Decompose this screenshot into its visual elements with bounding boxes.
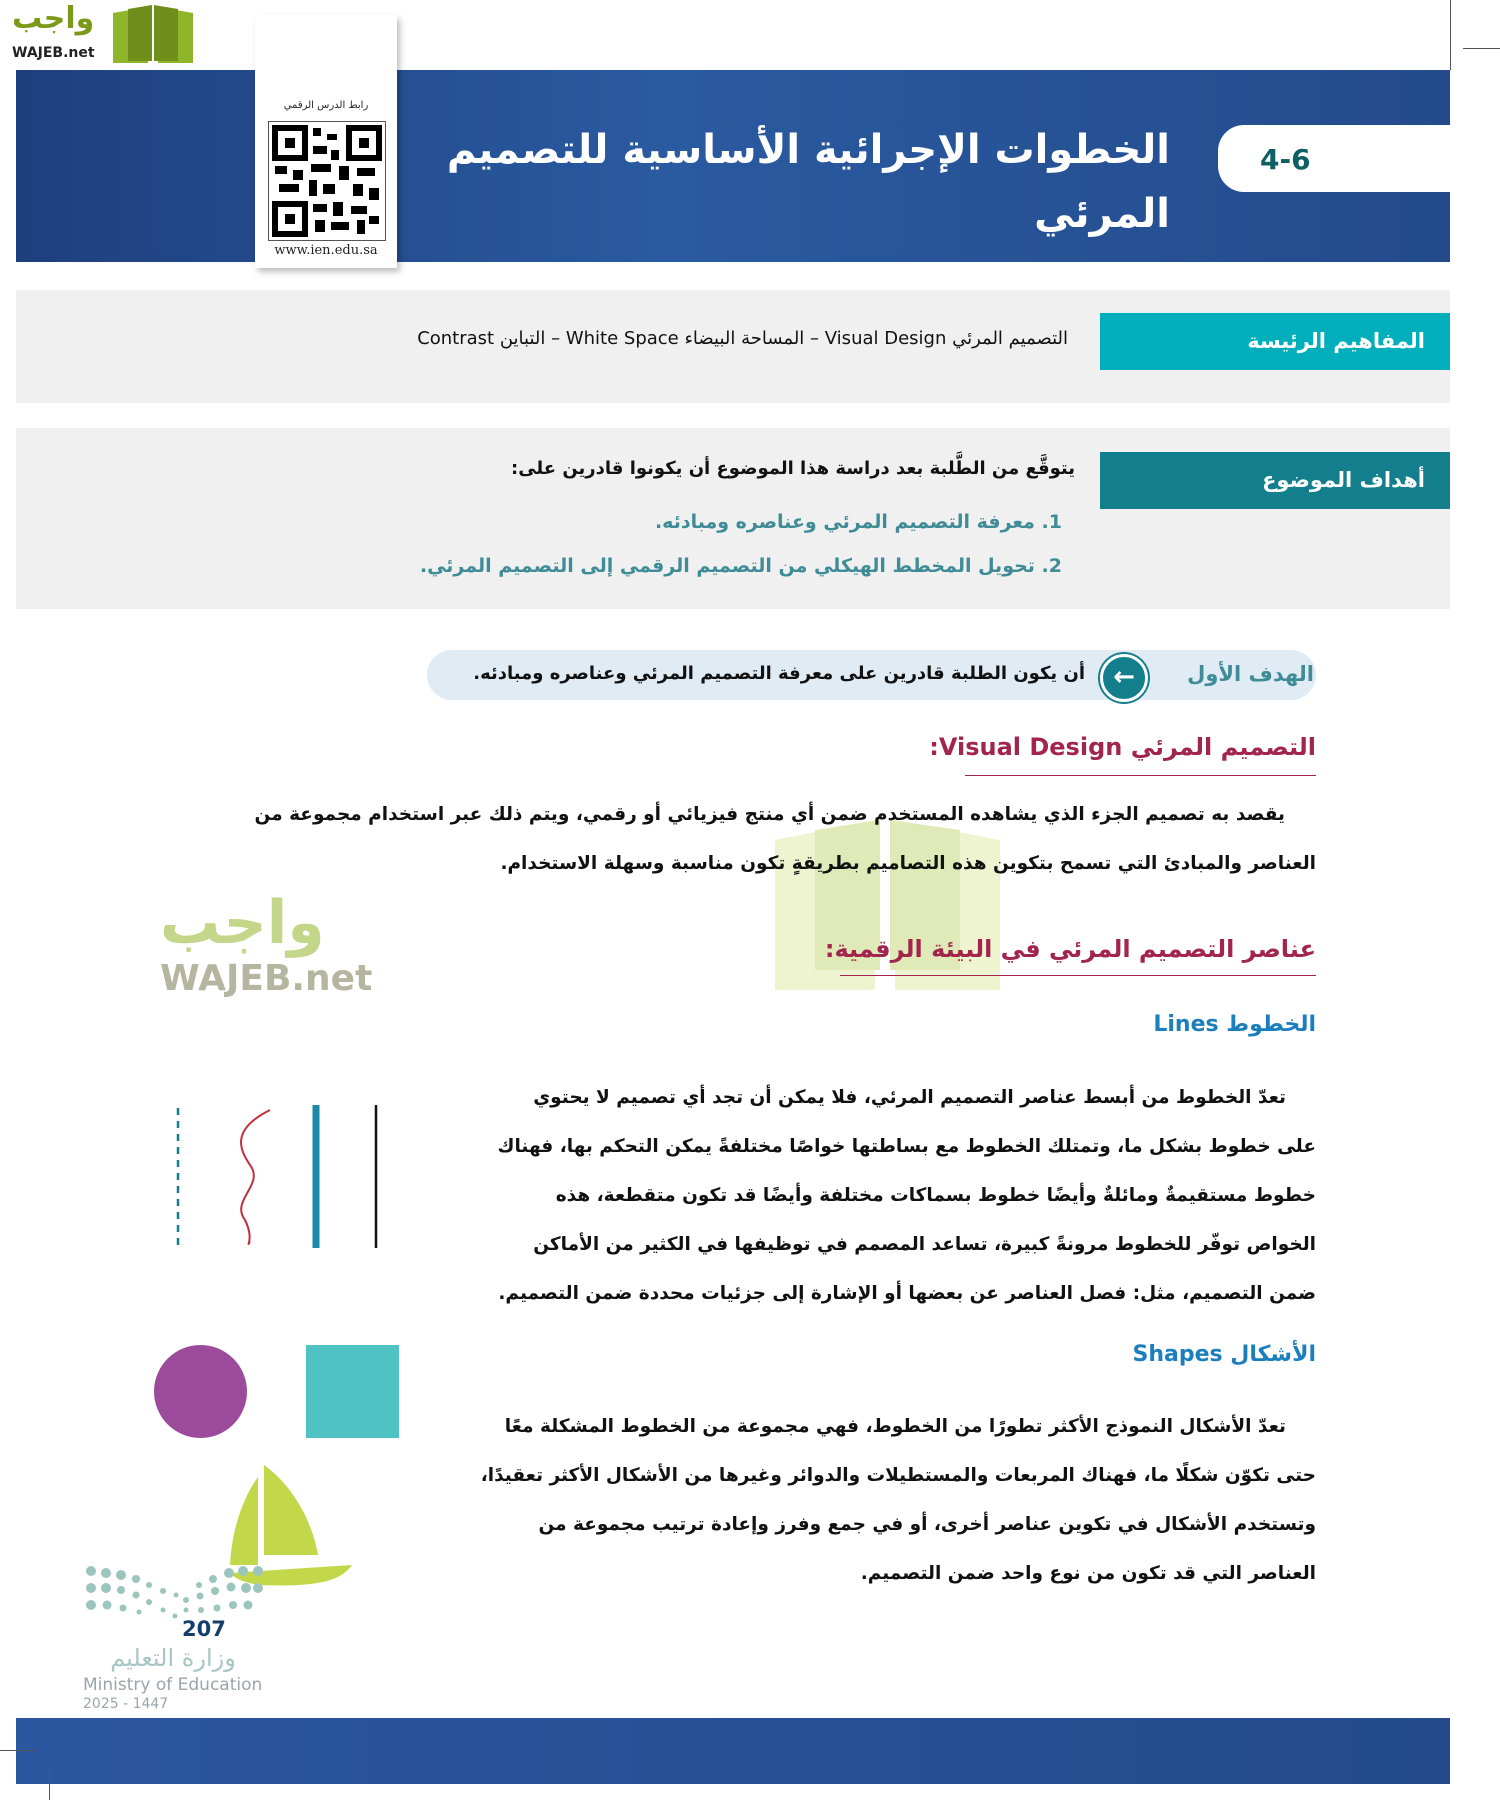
lines-line: الخواص توفّر للخطوط مرونةً كبيرة، تساعد المصمم في توظيفها في الكثير من الأماكن	[533, 1234, 1316, 1255]
qr-url[interactable]: www.ien.edu.sa	[274, 243, 378, 258]
visual-design-line: يقصد به تصميم الجزء الذي يشاهده المستخدم ضمن أي منتج فيزيائي أو رقمي، ويتم ذلك عبر استخدام مجموعة من	[254, 804, 1285, 825]
objective-item: 2. تحويل المخطط الهيكلي من التصميم الرقمي إلى التصميم المرئي.	[419, 555, 1062, 577]
watermark-en: WAJEB.net	[160, 958, 373, 999]
elements-heading: عناصر التصميم المرئي في البيئة الرقمية:	[824, 935, 1316, 963]
ministry-year: 2025 - 1447	[83, 1696, 169, 1712]
ministry-logo	[83, 1565, 263, 1715]
lines-line: على خطوط بشكل ما، وتمتلك الخطوط مع بساطتها خواصًا مختلفةً يمكن التحكم بها، فهناك	[497, 1136, 1316, 1157]
qr-code[interactable]	[268, 121, 386, 241]
qr-code-icon	[269, 122, 385, 240]
watermark-ar: واجب	[160, 888, 325, 958]
watermark	[160, 890, 460, 1005]
lines-illustration	[150, 1100, 400, 1260]
page-number: 207	[182, 1617, 226, 1641]
logo-en: WAJEB.net	[12, 45, 95, 61]
key-concepts-label: المفاهيم الرئيسة	[1100, 313, 1450, 370]
qr-card[interactable]	[255, 15, 397, 268]
lesson-number: 4-6	[1260, 143, 1311, 176]
crop-mark	[49, 1765, 50, 1800]
goal-text: أن يكون الطلبة قادرين على معرفة التصميم المرئي وعناصره ومبادئه.	[473, 663, 1085, 684]
square-shape	[306, 1345, 399, 1438]
lines-heading: الخطوط Lines	[1153, 1012, 1316, 1037]
footer-band	[16, 1718, 1450, 1784]
logo-ar: واجب	[12, 1, 95, 36]
shapes-line: وتستخدم الأشكال في تكوين عناصر أخرى، أو في جمع وفرز وإعادة ترتيب مجموعة من	[538, 1514, 1316, 1535]
crop-mark	[1463, 48, 1500, 49]
wajeb-logo	[10, 1, 190, 65]
circle-shape	[154, 1345, 247, 1438]
lines-line: خطوط مستقيمةٌ ومائلةٌ وأيضًا خطوط بسماكات مختلفة وأيضًا قد تكون متقطعة، هذه	[555, 1185, 1316, 1206]
objectives-label: أهداف الموضوع	[1100, 452, 1450, 509]
ministry-name-en: Ministry of Education	[83, 1675, 263, 1695]
heading-underline	[965, 775, 1316, 776]
crop-mark	[1450, 0, 1451, 70]
page-title: الخطوات الإجرائية الأساسية للتصميم المرئي	[446, 127, 1170, 237]
arrow-left-icon: ←	[1100, 654, 1148, 702]
visual-design-heading: التصميم المرئي Visual Design:	[929, 733, 1316, 761]
key-concepts-text: التصميم المرئي Visual Design – المساحة البيضاء White Space – التباين Contrast	[417, 328, 1068, 349]
shapes-line: تعدّ الأشكال النموذج الأكثر تطورًا من الخطوط، فهي مجموعة من الخطوط المشكلة معًا	[504, 1416, 1286, 1437]
lines-paragraph	[436, 1073, 1316, 1318]
goal-label: الهدف الأول	[1187, 662, 1314, 686]
shapes-line: حتى تكوّن شكلًا ما، فهناك المربعات والمستطيلات والدوائر وغيرها من الأشكال الأكثر تعقيدًا،	[480, 1465, 1316, 1486]
book-icon	[108, 5, 198, 65]
visual-design-line: العناصر والمبادئ التي تسمح بتكوين هذه التصاميم بطريقةٍ تكون مناسبة وسهلة الاستخدام.	[500, 853, 1316, 874]
crop-mark	[0, 1750, 35, 1751]
heading-underline	[840, 975, 1316, 976]
shapes-line: العناصر التي قد تكون من نوع واحد ضمن التصميم.	[860, 1563, 1316, 1584]
lines-line: ضمن التصميم، مثل: فصل العناصر عن بعضها أو الإشارة إلى جزئيات محددة ضمن التصميم.	[498, 1283, 1316, 1304]
lines-line: تعدّ الخطوط من أبسط عناصر التصميم المرئي، فلا يمكن أن تجد أي تصميم لا يحتوي	[533, 1087, 1286, 1108]
ministry-name-ar: وزارة التعليم	[110, 1644, 236, 1672]
lesson-number-tab	[1218, 125, 1450, 192]
shapes-heading: الأشكال Shapes	[1132, 1342, 1316, 1367]
ministry-dots-icon	[83, 1565, 263, 1625]
objectives-intro: يتوقَّع من الطَّلبة بعد دراسة هذا الموضوع أن يكونوا قادرين على:	[511, 458, 1075, 479]
wavy-line	[241, 1110, 270, 1244]
qr-label: رابط الدرس الرقمي	[283, 100, 369, 111]
objective-item: 1. معرفة التصميم المرئي وعناصره ومبادئه.	[654, 511, 1062, 533]
shapes-paragraph	[436, 1402, 1316, 1598]
